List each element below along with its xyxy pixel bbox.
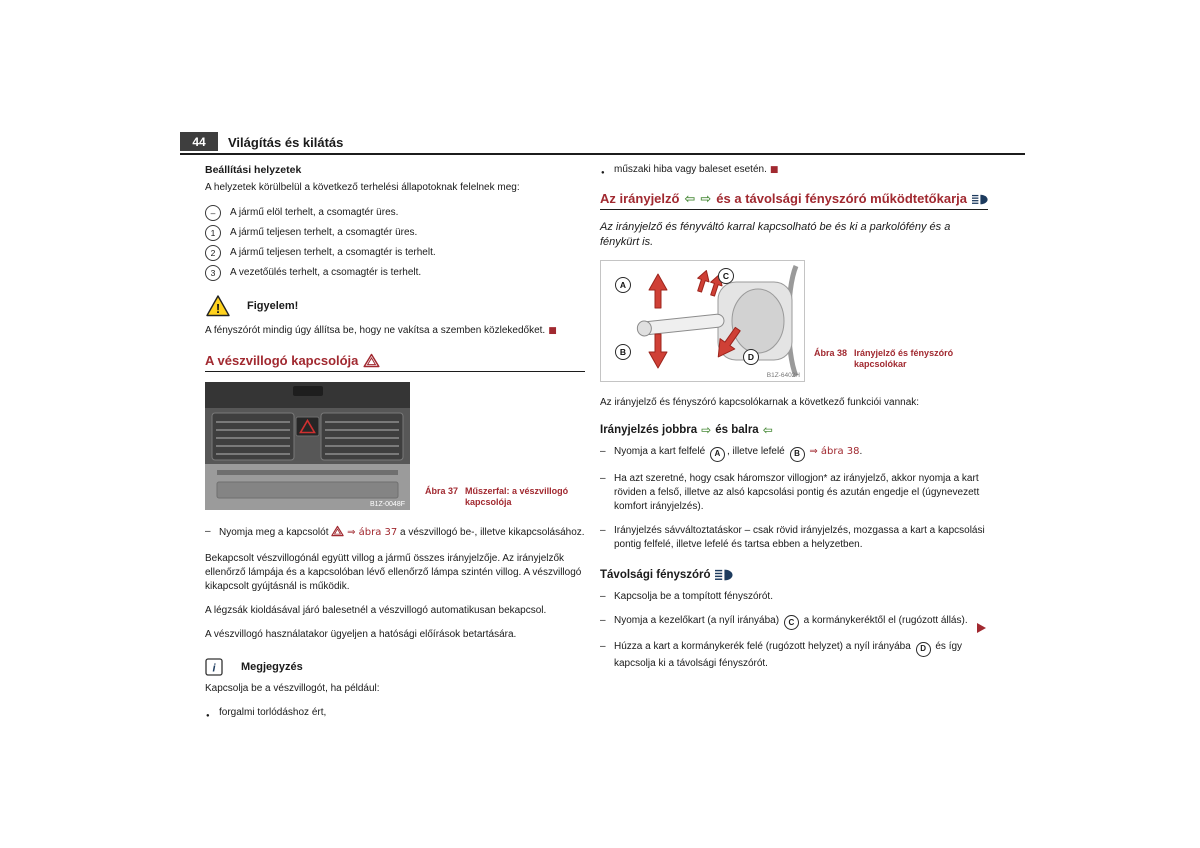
- caution-title: Figyelem!: [247, 300, 299, 312]
- circled-letter-d: D: [916, 642, 931, 657]
- high-beam-icon: [972, 193, 988, 206]
- turn-signal-section-heading: Az irányjelző ⇦ ⇨ és a távolsági fényszóró működtetőkarja: [600, 192, 988, 206]
- note-block-header: [205, 658, 585, 676]
- position-symbol-icon: 3: [205, 265, 221, 281]
- xref-abra-37[interactable]: ⇒ ábra 37: [347, 527, 398, 538]
- note-bullet: ● műszaki hiba vagy baleset esetén. ■: [600, 163, 988, 177]
- note-bullet: ● forgalmi torlódáshoz ért,: [205, 706, 585, 720]
- figure-38-image: [600, 260, 805, 382]
- turn-left-icon: ⇦: [762, 423, 773, 437]
- hazard-triangle-icon: [331, 525, 344, 537]
- heading-rule: [205, 371, 585, 372]
- turn-step: – Irányjelzés sávváltoztatáskor – csak rövid irányjelzés, mozgassa a kart a kapcsolási pontig felfelé, illetve lefelé és tartsa ebben a helyzetben.: [600, 524, 988, 552]
- position-symbol-icon: 2: [205, 245, 221, 261]
- svg-text:i: i: [212, 662, 216, 675]
- position-symbol-icon: 1: [205, 225, 221, 241]
- turn-step: – Nyomja a kart felfelé A , illetve lefelé B ⇒ ábra 38.: [600, 445, 988, 462]
- label-b: B: [619, 347, 627, 357]
- figure-38: [600, 260, 980, 382]
- beam-step: – Húzza a kart a kormánykerék felé (rugózott helyzet) a nyíl irányába D és így kapcsolja ki a távolsági fényszórót.: [600, 640, 988, 671]
- section-lead: Az irányjelző és fényváltó karral kapcsolható be és ki a parkolófény és a fénykürt is.: [600, 221, 951, 248]
- label-a: A: [619, 280, 627, 290]
- note-title: Megjegyzés: [241, 661, 303, 673]
- settings-intro: A helyzetek körülbelül a következő terhelési állapotoknak felelnek meg:: [205, 182, 520, 193]
- settings-heading: Beállítási helyzetek: [205, 164, 302, 176]
- list-item: [205, 265, 585, 281]
- list-item-text: A jármű teljesen terhelt, a csomagtér is terhelt.: [230, 247, 436, 258]
- figure-code: B1Z-0048F: [369, 501, 405, 508]
- note-intro: Kapcsolja be a vészvillogót, ha például:: [205, 683, 380, 694]
- paragraph: Bekapcsolt vészvillogónál együtt villog a jármű összes irányjelzője. Az irányjelzők ellenőrző lámpája és a kapcsolóban lévő ellenőrző lámpa szintén villog. A vészvillogó kikapcsolt gyújtásnál is működik.: [205, 553, 582, 592]
- paragraph: A légzsák kioldásával járó balesetnél a vészvillogó automatikusan bekapcsol.: [205, 605, 547, 616]
- right-column: [600, 163, 988, 681]
- header-divider: [180, 153, 1025, 155]
- page-number-badge: 44: [180, 132, 218, 151]
- turn-left-icon: ⇦: [684, 191, 696, 207]
- paragraph: A vészvillogó használatakor ügyeljen a hatósági előírások betartására.: [205, 629, 517, 640]
- high-beam-icon: [715, 569, 733, 581]
- list-item: [205, 245, 585, 261]
- load-positions-list: [205, 205, 585, 281]
- figure-38-caption: Ábra 38 Irányjelző és fényszóró kapcsolókar: [814, 348, 954, 369]
- section-end-icon: ■: [769, 165, 779, 175]
- figure-37-caption: Ábra 37 Műszerfal: a vészvillogó kapcsolója: [425, 486, 569, 507]
- list-item-text: A jármű elöl terhelt, a csomagtér üres.: [230, 207, 399, 218]
- figure-37: [205, 382, 585, 510]
- beam-heading: Távolsági fényszóró: [600, 568, 988, 582]
- svg-text:!: !: [215, 301, 221, 316]
- turn-right-icon: ⇨: [700, 191, 712, 207]
- page-continue-icon: [977, 623, 986, 633]
- list-item-text: A jármű teljesen terhelt, a csomagtér üres.: [230, 227, 418, 238]
- chapter-title: Világítás és kilátás: [228, 135, 344, 150]
- figure-code: B1Z-6402H: [766, 372, 800, 379]
- caution-block-header: [205, 294, 585, 318]
- beam-step: – Kapcsolja be a tompított fényszórót.: [600, 590, 988, 604]
- list-item: [205, 205, 585, 221]
- heading-rule: [600, 209, 988, 210]
- beam-step: – Nyomja a kezelőkart (a nyíl irányába) C a kormánykeréktől el (rugózott állás).: [600, 614, 988, 631]
- note-icon: [205, 658, 223, 676]
- section-end-icon: ■: [548, 326, 557, 336]
- label-d: D: [747, 352, 755, 362]
- list-item-text: A vezetőülés terhelt, a csomagtér is terhelt.: [230, 267, 422, 278]
- figure-37-image: [205, 382, 410, 510]
- circled-letter-a: A: [710, 447, 725, 462]
- circled-letter-c: C: [784, 615, 799, 630]
- position-symbol-icon: –: [205, 205, 221, 221]
- caution-text: A fényszórót mindig úgy állítsa be, hogy ne vakítsa a szemben közlekedőket. ■: [205, 325, 557, 336]
- xref-abra-38[interactable]: ⇒ ábra 38: [809, 446, 860, 457]
- circled-letter-b: B: [790, 447, 805, 462]
- turn-heading: Irányjelzés jobbra ⇨ és balra ⇦: [600, 423, 773, 437]
- list-item: [205, 225, 585, 241]
- turn-right-icon: ⇨: [701, 423, 712, 437]
- hazard-step: – Nyomja meg a kapcsolót ⇒ ábra 37 a vészvillogó be-, illetve kikapcsolásához.: [205, 525, 585, 540]
- warning-icon: [205, 294, 231, 318]
- hazard-section-heading: A vészvillogó kapcsolója: [205, 353, 585, 368]
- functions-intro: Az irányjelző és fényszóró kapcsolókarnak a következő funkciói vannak:: [600, 397, 920, 408]
- label-c: C: [722, 271, 730, 281]
- left-column: [205, 163, 585, 726]
- turn-step: – Ha azt szeretné, hogy csak háromszor villogjon* az irányjelző, akkor nyomja a kart röviden a felső, illetve az alsó kapcsolási pontig és azután engedje el (úgynevezett komfort irányjelzés).: [600, 472, 988, 514]
- hazard-triangle-icon: [363, 353, 380, 368]
